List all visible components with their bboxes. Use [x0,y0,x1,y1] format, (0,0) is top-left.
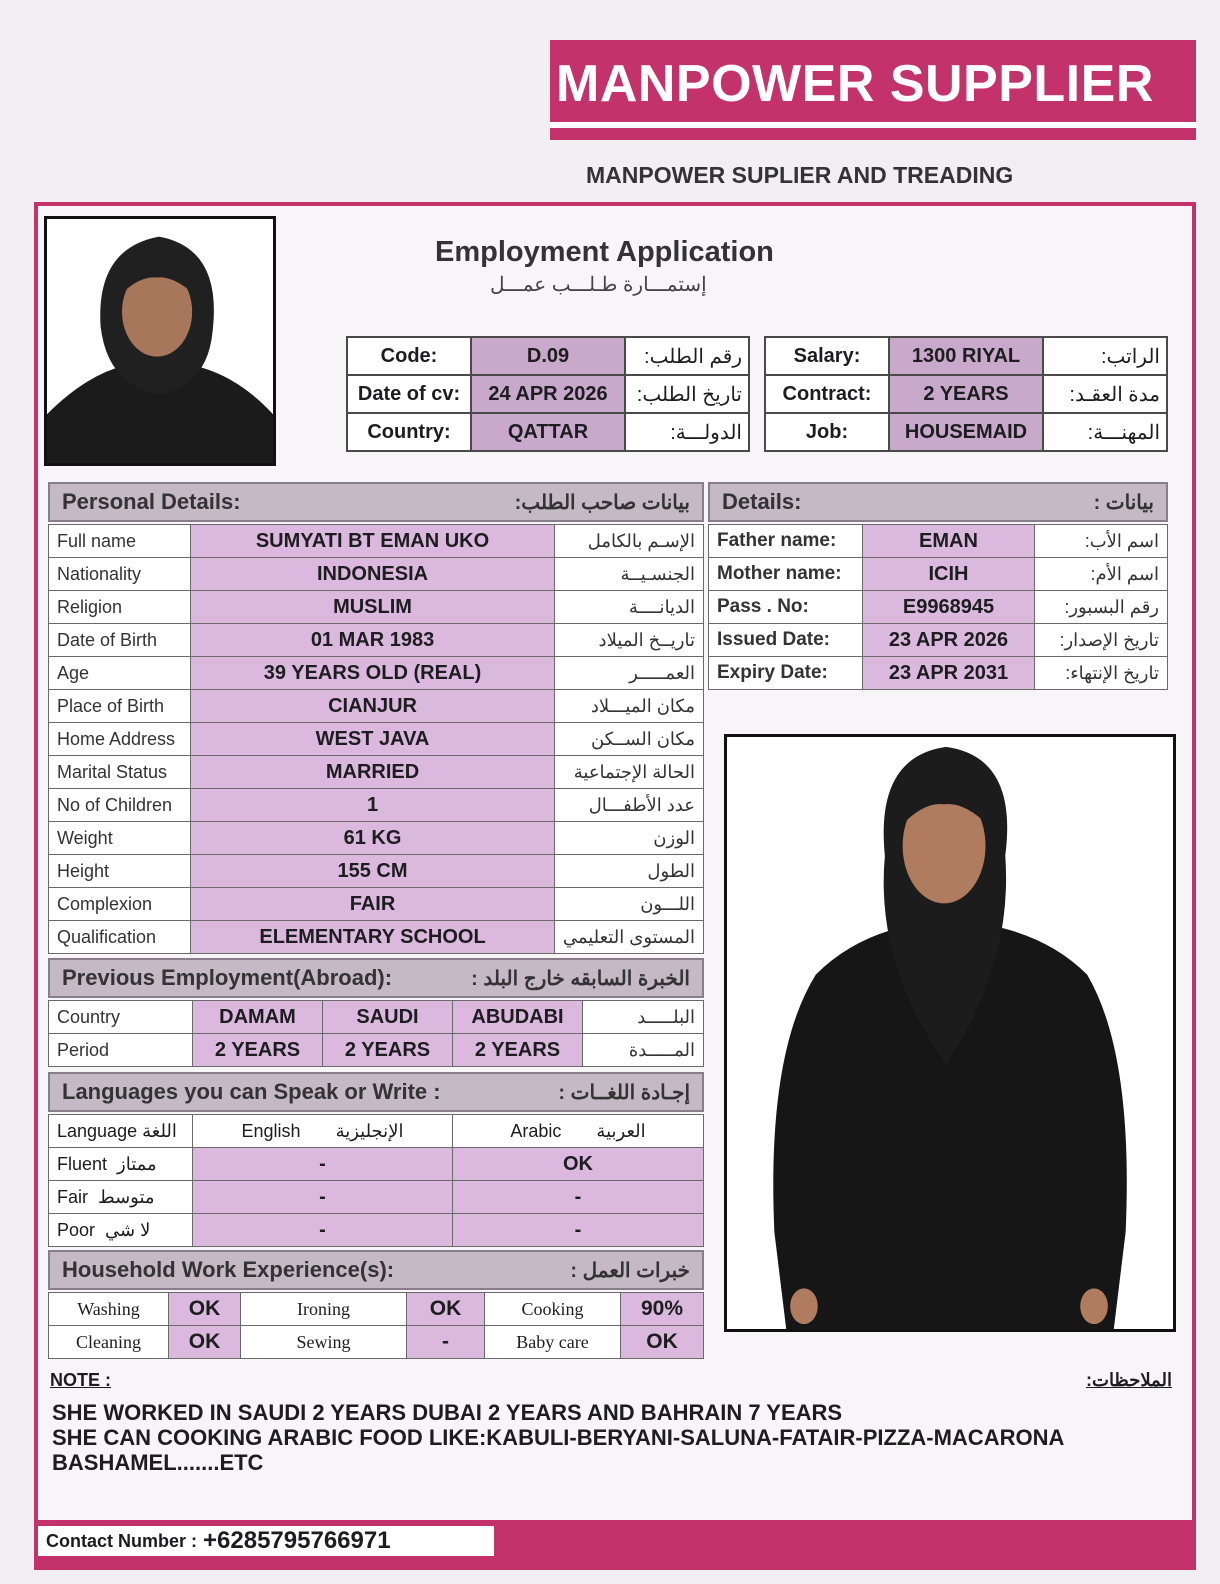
field-label-arabic: رقم الطلب: [625,337,749,375]
field-value: ELEMENTARY SCHOOL [191,921,555,954]
arabic-label: Arabic [510,1120,562,1141]
household-row [49,1326,704,1359]
field-label: Salary: [765,337,889,375]
field-label-arabic: الطول [554,855,703,888]
field-label: Religion [49,591,191,624]
field-label-arabic: مكان الميـــلاد [554,690,703,723]
field-label-arabic: الدولـــة: [625,413,749,451]
field-label-arabic: رقم البسبور: [1035,591,1168,624]
field-label: Home Address [49,723,191,756]
personal-row [49,789,704,822]
field-label-arabic: الوزن [554,822,703,855]
field-label-arabic: اسم الأم: [1035,558,1168,591]
note-line: SHE CAN COOKING ARABIC FOOD LIKE:KABULI-BERYANI-SALUNA-FATAIR-PIZZA-MACARONA [52,1425,1065,1450]
field-label-arabic: العمـــــر [554,657,703,690]
details-table [708,524,1168,690]
skill-label: Cooking [485,1293,621,1326]
field-value: CIANJUR [191,690,555,723]
arabic-level: - [453,1181,704,1214]
english-label-arabic: الإنجليزية [335,1120,404,1141]
notes-text [52,1400,1172,1475]
field-value: 2 YEARS [323,1034,453,1067]
applicant-portrait-photo [44,216,276,466]
languages-header [48,1072,704,1112]
application-info-table [346,336,750,452]
field-label-arabic: الحالة الإجتماعية [554,756,703,789]
personal-row [49,591,704,624]
field-label-arabic: البلـــــد [583,1001,704,1034]
skill-label: Cleaning [49,1326,169,1359]
language-label-arabic: اللغة [142,1120,177,1141]
arabic-level: - [453,1214,704,1247]
personal-row [49,723,704,756]
details-row [709,525,1168,558]
field-label: Weight [49,822,191,855]
field-value: D.09 [471,337,625,375]
field-label: Expiry Date: [709,657,863,690]
field-value: ICIH [863,558,1035,591]
field-value: 23 APR 2031 [863,657,1035,690]
field-value: 39 YEARS OLD (REAL) [191,657,555,690]
skill-value: OK [621,1326,704,1359]
field-value: DAMAM [193,1001,323,1034]
personal-row [49,888,704,921]
note-label-arabic: الملاحظات: [1086,1370,1172,1390]
field-label-arabic: الإسـم بالكامل [554,525,703,558]
language-row [49,1181,704,1214]
level-label: Fair [57,1186,88,1207]
section-title: Details: [722,489,802,514]
field-label: Father name: [709,525,863,558]
field-label: Marital Status [49,756,191,789]
skill-value: OK [169,1293,241,1326]
field-value: 24 APR 2026 [471,375,625,413]
english-level: - [193,1148,453,1181]
details-row [709,591,1168,624]
level-label: Fluent [57,1153,108,1174]
field-label-arabic: تاريخ الإصدار: [1035,624,1168,657]
english-head-cell [193,1115,453,1148]
field-label: Qualification [49,921,191,954]
field-label-arabic: المـــــدة [583,1034,704,1067]
language-row [49,1214,704,1247]
field-value: 2 YEARS [889,375,1043,413]
field-label: Period [49,1034,193,1067]
section-title: Personal Details: [62,489,241,514]
personal-row [49,756,704,789]
company-tagline: MANPOWER SUPLIER AND TREADING [586,162,1014,188]
field-label: Contract: [765,375,889,413]
country-row [347,413,749,451]
personal-row [49,558,704,591]
date-of-cv-row [347,375,749,413]
arabic-head-cell [453,1115,704,1148]
household-row [49,1293,704,1326]
field-value: 1 [191,789,555,822]
field-value: 61 KG [191,822,555,855]
contact-box [38,1526,494,1556]
skill-label: Baby care [485,1326,621,1359]
details-row [709,624,1168,657]
code-row [347,337,749,375]
field-label-arabic: مدة العقـد: [1043,375,1167,413]
details-row [709,657,1168,690]
field-label: Date of cv: [347,375,471,413]
level-cell [49,1148,193,1181]
skill-value: OK [169,1326,241,1359]
language-head-cell [49,1115,193,1148]
field-label: Country [49,1001,193,1034]
field-label-arabic: عدد الأطفـــال [554,789,703,822]
field-value: EMAN [863,525,1035,558]
previous-row [49,1034,704,1067]
languages-table [48,1114,704,1247]
contract-row [765,375,1167,413]
field-value: ABUDABI [453,1001,583,1034]
field-label: Pass . No: [709,591,863,624]
level-label-arabic: لا شي [105,1219,151,1240]
field-value: HOUSEMAID [889,413,1043,451]
language-label: Language [57,1120,138,1141]
household-table [48,1292,704,1359]
contact-label: Contact Number : [46,1530,198,1551]
skill-label: Ironing [241,1293,407,1326]
field-label-arabic: الراتب: [1043,337,1167,375]
household-header [48,1250,704,1290]
field-label-arabic: تاريخ الطلب: [625,375,749,413]
field-label: Job: [765,413,889,451]
job-info-table [764,336,1168,452]
details-header [708,482,1168,522]
field-label: Place of Birth [49,690,191,723]
form-title: Employment Application [435,236,774,268]
personal-row [49,822,704,855]
salary-row [765,337,1167,375]
field-value: 1300 RIYAL [889,337,1043,375]
field-value: 2 YEARS [453,1034,583,1067]
field-value: MARRIED [191,756,555,789]
details-row [709,558,1168,591]
skill-value: OK [407,1293,485,1326]
field-label: No of Children [49,789,191,822]
skill-value: 90% [621,1293,704,1326]
field-label: Nationality [49,558,191,591]
arabic-level: OK [453,1148,704,1181]
note-line: BASHAMEL.......ETC [52,1450,264,1475]
field-value: 155 CM [191,855,555,888]
field-value: FAIR [191,888,555,921]
job-row [765,413,1167,451]
personal-details-header [48,482,704,522]
field-value: MUSLIM [191,591,555,624]
field-value: 23 APR 2026 [863,624,1035,657]
previous-row [49,1001,704,1034]
field-label-arabic: تاريخ الإنتهاء: [1035,657,1168,690]
previous-employment-header [48,958,704,998]
field-label: Age [49,657,191,690]
previous-employment-table [48,1000,704,1067]
personal-row [49,855,704,888]
skill-label: Washing [49,1293,169,1326]
personal-row [49,624,704,657]
personal-row [49,690,704,723]
level-label-arabic: ممتاز [117,1153,157,1174]
field-label: Country: [347,413,471,451]
field-label-arabic: المهنـــة: [1043,413,1167,451]
field-value: 01 MAR 1983 [191,624,555,657]
applicant-full-photo [724,734,1176,1332]
field-label-arabic: اسم الأب: [1035,525,1168,558]
brand-banner: MANPOWER SUPPLIER [550,40,1196,128]
skill-value: - [407,1326,485,1359]
field-label: Issued Date: [709,624,863,657]
field-value: 2 YEARS [193,1034,323,1067]
field-value: SUMYATI BT EMAN UKO [191,525,555,558]
section-title-arabic: بيانات صاحب الطلب: [514,491,690,514]
personal-row [49,525,704,558]
field-label: Full name [49,525,191,558]
field-label: Date of Birth [49,624,191,657]
contact-number: +6285795766971 [203,1527,391,1554]
arabic-label-arabic: العربية [596,1120,646,1141]
section-title-arabic: إجـادة اللغــات : [558,1081,690,1104]
personal-details-table [48,524,704,954]
language-row [49,1148,704,1181]
field-label: Code: [347,337,471,375]
english-level: - [193,1214,453,1247]
level-label-arabic: متوسط [98,1186,155,1207]
english-level: - [193,1181,453,1214]
note-line: SHE WORKED IN SAUDI 2 YEARS DUBAI 2 YEARS AND BAHRAIN 7 YEARS [52,1400,843,1425]
languages-head-row [49,1115,704,1148]
field-label-arabic: الجنسـيــة [554,558,703,591]
field-label-arabic: اللـــون [554,888,703,921]
field-label: Mother name: [709,558,863,591]
level-cell [49,1181,193,1214]
form-title-arabic: إستمـــارة طـلـــب عمـــل [490,274,707,296]
skill-label: Sewing [241,1326,407,1359]
section-title-arabic: خبرات العمل : [570,1259,690,1282]
field-label-arabic: مكان الســكن [554,723,703,756]
field-label: Height [49,855,191,888]
field-value: QATTAR [471,413,625,451]
section-title: Household Work Experience(s): [62,1257,395,1282]
field-label-arabic: المستوى التعليمي [554,921,703,954]
personal-row [49,921,704,954]
level-label: Poor [57,1219,96,1240]
field-value: E9968945 [863,591,1035,624]
field-label-arabic: الديانــــة [554,591,703,624]
section-title-arabic: الخبرة السابقه خارج البلد : [471,967,690,990]
field-label-arabic: تاريــخ الميلاد [554,624,703,657]
section-title-arabic: بيانات : [1093,491,1154,514]
field-value: SAUDI [323,1001,453,1034]
field-value: WEST JAVA [191,723,555,756]
level-cell [49,1214,193,1247]
note-label: NOTE : [50,1370,111,1390]
section-title: Languages you can Speak or Write : [62,1079,441,1104]
field-value: INDONESIA [191,558,555,591]
personal-row [49,657,704,690]
field-label: Complexion [49,888,191,921]
english-label: English [241,1120,301,1141]
section-title: Previous Employment(Abroad): [62,965,393,990]
